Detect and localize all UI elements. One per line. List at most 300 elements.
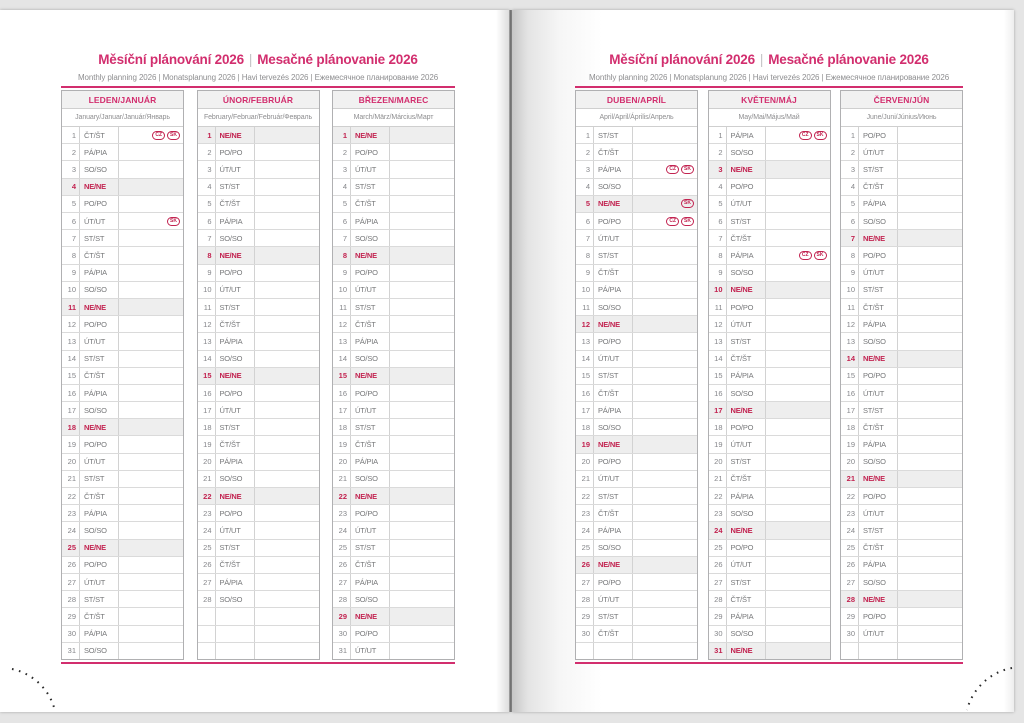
- day-number: 27: [709, 574, 727, 590]
- day-row: [333, 179, 454, 196]
- weekday-abbreviation: ČT/ŠT: [80, 488, 119, 504]
- notes-cell: [633, 316, 697, 332]
- notes-cell: [390, 643, 454, 659]
- day-row: [576, 626, 697, 643]
- notes-cell: [633, 488, 697, 504]
- day-row: [709, 608, 830, 625]
- empty-cell: [216, 626, 255, 642]
- holiday-badge-cz: CZ: [799, 251, 812, 260]
- empty-cell: [859, 643, 898, 659]
- day-number: 26: [333, 557, 351, 573]
- day-number: 21: [333, 471, 351, 487]
- notes-cell: [898, 247, 962, 263]
- weekday-abbreviation: PO/PO: [594, 454, 633, 470]
- day-number: 5: [576, 196, 594, 212]
- day-row: [333, 230, 454, 247]
- weekday-abbreviation: ST/ST: [859, 282, 898, 298]
- weekday-abbreviation: PO/PO: [859, 608, 898, 624]
- weekday-abbreviation: PÁ/PIA: [594, 522, 633, 538]
- day-number: 19: [198, 436, 216, 452]
- day-row: [709, 247, 830, 264]
- day-row-sunday: [333, 127, 454, 144]
- day-row: [841, 299, 962, 316]
- day-row: [62, 522, 183, 539]
- weekday-abbreviation: ST/ST: [594, 608, 633, 624]
- notes-cell: [390, 454, 454, 470]
- day-number: 9: [333, 265, 351, 281]
- month-name: LEDEN/JANUÁR: [62, 91, 183, 109]
- day-row: [198, 230, 319, 247]
- day-row: [62, 402, 183, 419]
- empty-row: [198, 626, 319, 643]
- day-row: [198, 471, 319, 488]
- weekday-abbreviation: PÁ/PIA: [80, 385, 119, 401]
- weekday-abbreviation: NE/NE: [351, 488, 390, 504]
- day-row: [62, 196, 183, 213]
- weekday-abbreviation: PÁ/PIA: [727, 127, 766, 143]
- day-number: 7: [709, 230, 727, 246]
- weekday-abbreviation: ČT/ŠT: [594, 385, 633, 401]
- day-row: [709, 540, 830, 557]
- weekday-abbreviation: SO/SO: [80, 282, 119, 298]
- day-number: 5: [333, 196, 351, 212]
- notes-cell: [766, 591, 830, 607]
- weekday-abbreviation: ČT/ŠT: [216, 436, 255, 452]
- notes-cell: [119, 127, 183, 143]
- notes-cell: [766, 574, 830, 590]
- notes-cell: [766, 213, 830, 229]
- day-number: 4: [709, 179, 727, 195]
- day-row: [198, 316, 319, 333]
- day-row: [62, 265, 183, 282]
- notes-cell: [119, 247, 183, 263]
- empty-cell: [841, 643, 859, 659]
- day-number: 26: [62, 557, 80, 573]
- left-page-content: [61, 10, 455, 664]
- day-row: [841, 626, 962, 643]
- day-row: [333, 574, 454, 591]
- day-number: 11: [709, 299, 727, 315]
- day-row: [62, 557, 183, 574]
- weekday-abbreviation: ÚT/UT: [216, 161, 255, 177]
- notes-cell: [766, 351, 830, 367]
- day-number: 21: [62, 471, 80, 487]
- weekday-abbreviation: ÚT/UT: [351, 522, 390, 538]
- weekday-abbreviation: PO/PO: [594, 574, 633, 590]
- day-number: 25: [841, 540, 859, 556]
- notes-cell: [898, 385, 962, 401]
- notes-cell: [390, 161, 454, 177]
- day-number: 6: [841, 213, 859, 229]
- day-row: [333, 385, 454, 402]
- day-row: [198, 436, 319, 453]
- notes-cell: [766, 626, 830, 642]
- day-row: [62, 626, 183, 643]
- day-row: [62, 161, 183, 178]
- day-row: [62, 385, 183, 402]
- notes-cell: [390, 402, 454, 418]
- notes-cell: [255, 316, 319, 332]
- day-row-sunday: [333, 368, 454, 385]
- weekday-abbreviation: PO/PO: [594, 213, 633, 229]
- day-row: [841, 505, 962, 522]
- day-number: 5: [198, 196, 216, 212]
- weekday-abbreviation: ST/ST: [859, 161, 898, 177]
- day-number: 28: [841, 591, 859, 607]
- day-row: [333, 626, 454, 643]
- weekday-abbreviation: NE/NE: [351, 368, 390, 384]
- notes-cell: [898, 626, 962, 642]
- weekday-abbreviation: PO/PO: [216, 265, 255, 281]
- notes-cell: [255, 351, 319, 367]
- day-number: 16: [709, 385, 727, 401]
- day-number: 3: [333, 161, 351, 177]
- notes-cell: [255, 488, 319, 504]
- notes-cell: [390, 127, 454, 143]
- weekday-abbreviation: SO/SO: [727, 626, 766, 642]
- weekday-abbreviation: ČT/ŠT: [859, 540, 898, 556]
- day-row-sunday: [198, 488, 319, 505]
- day-row: [333, 333, 454, 350]
- weekday-abbreviation: PO/PO: [351, 144, 390, 160]
- day-number: 8: [333, 247, 351, 263]
- day-number: 18: [576, 419, 594, 435]
- empty-cell: [216, 608, 255, 624]
- day-row: [198, 557, 319, 574]
- day-number: 21: [198, 471, 216, 487]
- day-number: 18: [333, 419, 351, 435]
- weekday-abbreviation: ČT/ŠT: [80, 127, 119, 143]
- day-number: 27: [576, 574, 594, 590]
- notes-cell: [390, 471, 454, 487]
- day-number: 16: [198, 385, 216, 401]
- day-row: [333, 540, 454, 557]
- weekday-abbreviation: ST/ST: [351, 540, 390, 556]
- title-separator: |: [248, 52, 253, 67]
- day-number: 19: [333, 436, 351, 452]
- notes-cell: [766, 282, 830, 298]
- day-number: 4: [62, 179, 80, 195]
- holiday-badge-sk: SK: [681, 217, 694, 226]
- notes-cell: [255, 471, 319, 487]
- notes-cell: [766, 247, 830, 263]
- notes-cell: [898, 402, 962, 418]
- day-row: [333, 402, 454, 419]
- holiday-badge-cz: CZ: [152, 131, 165, 140]
- weekday-abbreviation: ST/ST: [80, 471, 119, 487]
- weekday-abbreviation: ST/ST: [727, 574, 766, 590]
- day-number: 1: [576, 127, 594, 143]
- month-table: [840, 90, 963, 660]
- day-row: [198, 161, 319, 178]
- notes-cell: [633, 161, 697, 177]
- right-page-content: [575, 10, 963, 664]
- day-number: 29: [841, 608, 859, 624]
- day-number: 31: [333, 643, 351, 659]
- day-row: [62, 144, 183, 161]
- page-title-czech: Měsíční plánování 2026: [98, 52, 244, 67]
- day-number: 9: [198, 265, 216, 281]
- weekday-abbreviation: PÁ/PIA: [727, 368, 766, 384]
- notes-cell: [898, 608, 962, 624]
- notes-cell: [119, 385, 183, 401]
- day-number: 26: [709, 557, 727, 573]
- notes-cell: [390, 213, 454, 229]
- day-row-sunday: [576, 196, 697, 213]
- notes-cell: [390, 196, 454, 212]
- weekday-abbreviation: SO/SO: [727, 505, 766, 521]
- day-row-sunday: [576, 557, 697, 574]
- day-row-sunday: [62, 179, 183, 196]
- weekday-abbreviation: PO/PO: [216, 144, 255, 160]
- day-number: 14: [841, 351, 859, 367]
- notes-cell: [898, 213, 962, 229]
- weekday-abbreviation: PÁ/PIA: [859, 316, 898, 332]
- day-row: [709, 299, 830, 316]
- day-row: [841, 196, 962, 213]
- day-row: [333, 419, 454, 436]
- notes-cell: [766, 230, 830, 246]
- day-number: 28: [198, 591, 216, 607]
- day-row: [576, 574, 697, 591]
- notes-cell: [766, 179, 830, 195]
- day-number: 9: [62, 265, 80, 281]
- weekday-abbreviation: NE/NE: [859, 591, 898, 607]
- day-number: 14: [709, 351, 727, 367]
- notes-cell: [119, 213, 183, 229]
- notes-cell: [390, 299, 454, 315]
- notes-cell: [119, 505, 183, 521]
- day-row: [62, 436, 183, 453]
- day-number: 20: [709, 454, 727, 470]
- weekday-abbreviation: PÁ/PIA: [859, 196, 898, 212]
- day-row: [576, 505, 697, 522]
- day-number: 3: [198, 161, 216, 177]
- notes-cell: [119, 196, 183, 212]
- weekday-abbreviation: ST/ST: [216, 179, 255, 195]
- day-row: [576, 402, 697, 419]
- day-row: [841, 127, 962, 144]
- notes-cell: [255, 436, 319, 452]
- day-number: 15: [62, 368, 80, 384]
- weekday-abbreviation: ÚT/UT: [859, 144, 898, 160]
- notes-cell: [633, 574, 697, 590]
- day-number: 18: [62, 419, 80, 435]
- day-row: [62, 488, 183, 505]
- notes-cell: [898, 282, 962, 298]
- notes-cell: [633, 608, 697, 624]
- weekday-abbreviation: PO/PO: [80, 196, 119, 212]
- weekday-abbreviation: ČT/ŠT: [727, 591, 766, 607]
- notes-cell: [766, 196, 830, 212]
- weekday-abbreviation: PO/PO: [80, 557, 119, 573]
- weekday-abbreviation: ÚT/UT: [351, 161, 390, 177]
- weekday-abbreviation: PÁ/PIA: [859, 436, 898, 452]
- weekday-abbreviation: PÁ/PIA: [351, 213, 390, 229]
- notes-cell: [255, 505, 319, 521]
- notes-cell: [119, 591, 183, 607]
- weekday-abbreviation: PÁ/PIA: [727, 247, 766, 263]
- weekday-abbreviation: SO/SO: [351, 591, 390, 607]
- day-number: 17: [841, 402, 859, 418]
- day-number: 12: [841, 316, 859, 332]
- holiday-badge-sk: SK: [814, 251, 827, 260]
- day-number: 7: [841, 230, 859, 246]
- weekday-abbreviation: NE/NE: [216, 127, 255, 143]
- day-number: 25: [709, 540, 727, 556]
- day-number: 25: [198, 540, 216, 556]
- notes-cell: [766, 488, 830, 504]
- weekday-abbreviation: SO/SO: [216, 591, 255, 607]
- day-number: 30: [841, 626, 859, 642]
- day-row: [333, 161, 454, 178]
- day-row-sunday: [333, 608, 454, 625]
- day-row-sunday: [62, 299, 183, 316]
- day-number: 7: [333, 230, 351, 246]
- weekday-abbreviation: PÁ/PIA: [216, 574, 255, 590]
- weekday-abbreviation: PO/PO: [351, 265, 390, 281]
- weekday-abbreviation: PO/PO: [859, 247, 898, 263]
- notes-cell: [633, 213, 697, 229]
- day-row: [333, 454, 454, 471]
- notes-cell: [898, 144, 962, 160]
- day-row: [709, 454, 830, 471]
- day-number: 19: [62, 436, 80, 452]
- weekday-abbreviation: ČT/ŠT: [727, 230, 766, 246]
- day-number: 22: [576, 488, 594, 504]
- day-number: 20: [198, 454, 216, 470]
- day-number: 11: [198, 299, 216, 315]
- notes-cell: [255, 608, 319, 624]
- holiday-badge-cz: CZ: [666, 217, 679, 226]
- day-number: 10: [198, 282, 216, 298]
- notes-cell: [119, 299, 183, 315]
- day-row: [198, 333, 319, 350]
- notes-cell: [633, 626, 697, 642]
- holiday-badge-cz: CZ: [799, 131, 812, 140]
- weekday-abbreviation: SO/SO: [216, 471, 255, 487]
- weekday-abbreviation: PO/PO: [727, 540, 766, 556]
- weekday-abbreviation: ÚT/UT: [859, 626, 898, 642]
- day-row: [841, 213, 962, 230]
- weekday-abbreviation: NE/NE: [594, 557, 633, 573]
- notes-cell: [255, 333, 319, 349]
- notes-cell: [390, 626, 454, 642]
- day-number: 5: [841, 196, 859, 212]
- holiday-badge-sk: SK: [681, 199, 694, 208]
- day-number: 17: [576, 402, 594, 418]
- month-table: [332, 90, 455, 660]
- day-number: 23: [576, 505, 594, 521]
- day-number: 7: [62, 230, 80, 246]
- notes-cell: [255, 540, 319, 556]
- day-row: [709, 626, 830, 643]
- weekday-abbreviation: NE/NE: [594, 196, 633, 212]
- day-row: [198, 144, 319, 161]
- day-number: 24: [709, 522, 727, 538]
- weekday-abbreviation: SO/SO: [351, 471, 390, 487]
- notes-cell: [898, 454, 962, 470]
- months-container: [61, 90, 455, 660]
- weekday-abbreviation: ST/ST: [727, 213, 766, 229]
- weekday-abbreviation: SO/SO: [80, 402, 119, 418]
- day-number: 26: [198, 557, 216, 573]
- notes-cell: [898, 419, 962, 435]
- day-row: [198, 385, 319, 402]
- day-number: 7: [198, 230, 216, 246]
- notes-cell: [390, 419, 454, 435]
- empty-cell: [198, 608, 216, 624]
- weekday-abbreviation: ST/ST: [351, 419, 390, 435]
- weekday-abbreviation: PÁ/PIA: [727, 608, 766, 624]
- weekday-abbreviation: SO/SO: [594, 540, 633, 556]
- day-number: 2: [709, 144, 727, 160]
- weekday-abbreviation: PÁ/PIA: [351, 574, 390, 590]
- day-row: [198, 299, 319, 316]
- empty-row: [198, 608, 319, 625]
- weekday-abbreviation: PO/PO: [80, 436, 119, 452]
- notes-cell: [119, 333, 183, 349]
- day-number: 2: [62, 144, 80, 160]
- day-row: [841, 265, 962, 282]
- notes-cell: [119, 144, 183, 160]
- page-title-slovak: Mesačné plánovanie 2026: [768, 52, 929, 67]
- weekday-abbreviation: NE/NE: [859, 351, 898, 367]
- day-number: 13: [62, 333, 80, 349]
- day-number: 11: [841, 299, 859, 315]
- page-title-czech: Měsíční plánování 2026: [609, 52, 755, 67]
- day-row: [709, 591, 830, 608]
- notes-cell: [390, 368, 454, 384]
- weekday-abbreviation: ČT/ŠT: [727, 351, 766, 367]
- weekday-abbreviation: NE/NE: [727, 643, 766, 659]
- day-row: [576, 608, 697, 625]
- notes-cell: [390, 247, 454, 263]
- notes-cell: [766, 643, 830, 659]
- empty-cell: [198, 626, 216, 642]
- title-separator: |: [759, 52, 764, 67]
- day-number: 30: [709, 626, 727, 642]
- notes-cell: [633, 643, 697, 659]
- notes-cell: [119, 557, 183, 573]
- day-number: 29: [62, 608, 80, 624]
- day-row: [709, 419, 830, 436]
- day-row: [62, 333, 183, 350]
- weekday-abbreviation: ST/ST: [859, 402, 898, 418]
- day-row: [576, 299, 697, 316]
- notes-cell: [898, 574, 962, 590]
- empty-cell: [594, 643, 633, 659]
- page-subtitle: Monthly planning 2026 | Monatsplanung 2026 | Havi tervezés 2026 | Ежемесячное планирование 2026: [588, 72, 950, 82]
- notes-cell: [255, 454, 319, 470]
- weekday-abbreviation: ČT/ŠT: [80, 368, 119, 384]
- day-number: 21: [576, 471, 594, 487]
- day-number: 20: [333, 454, 351, 470]
- month-languages: January/Januar/Január/Январь: [62, 109, 183, 127]
- month-table: [61, 90, 184, 660]
- day-row: [709, 144, 830, 161]
- day-number: 17: [709, 402, 727, 418]
- day-row-sunday: [576, 436, 697, 453]
- day-number: 4: [198, 179, 216, 195]
- weekday-abbreviation: PO/PO: [216, 505, 255, 521]
- day-row: [576, 419, 697, 436]
- page-title: [575, 52, 963, 68]
- weekday-abbreviation: PO/PO: [351, 505, 390, 521]
- day-row: [333, 591, 454, 608]
- day-row: [841, 368, 962, 385]
- day-row: [198, 505, 319, 522]
